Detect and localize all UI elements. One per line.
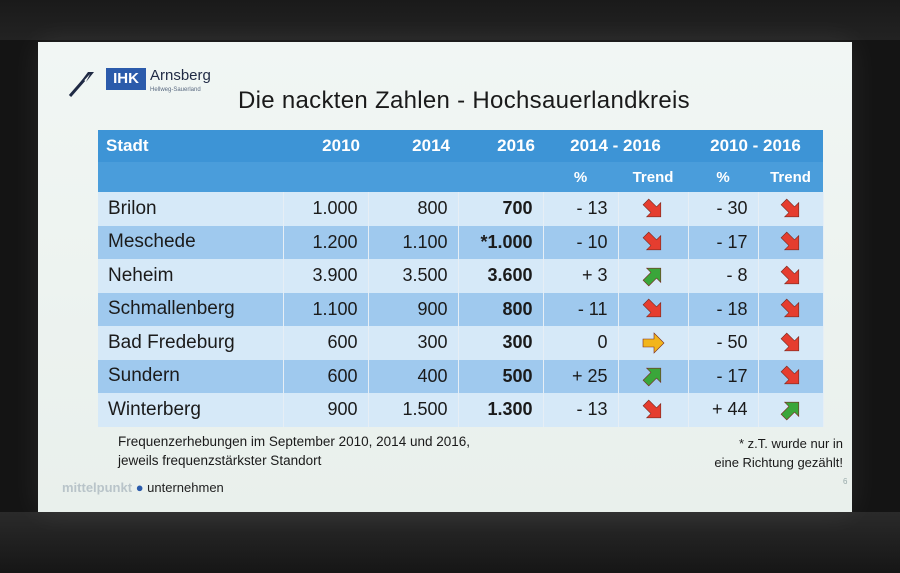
footnote-survey bbox=[118, 432, 470, 470]
cell-2014: 300 bbox=[368, 326, 458, 360]
cell-pct-2014-2016: - 10 bbox=[543, 226, 618, 260]
cell-pct-2014-2016: - 13 bbox=[543, 393, 618, 427]
subheader-empty bbox=[458, 162, 543, 192]
cell-trend-2014-2016 bbox=[618, 393, 688, 427]
cell-2016: *1.000 bbox=[458, 226, 543, 260]
cell-pct-2014-2016: - 13 bbox=[543, 192, 618, 226]
brand-faint-text: mittelpunkt bbox=[62, 480, 133, 495]
footnote-asterisk bbox=[653, 434, 843, 472]
cell-pct-2010-2016: - 50 bbox=[688, 326, 758, 360]
subheader-empty bbox=[98, 162, 283, 192]
cell-2010: 3.900 bbox=[283, 259, 368, 293]
cell-pct-2010-2016: - 30 bbox=[688, 192, 758, 226]
cell-pct-2010-2016: - 17 bbox=[688, 226, 758, 260]
header-stadt: Stadt bbox=[98, 130, 283, 162]
trend-down-arrow-icon bbox=[778, 363, 804, 389]
ihk-arrow-logo-icon bbox=[68, 68, 96, 98]
cell-trend-2010-2016 bbox=[758, 259, 823, 293]
cell-trend-2010-2016 bbox=[758, 192, 823, 226]
table-row bbox=[98, 360, 823, 394]
presentation-slide bbox=[38, 42, 852, 512]
cell-2016: 1.300 bbox=[458, 393, 543, 427]
cell-2016: 500 bbox=[458, 360, 543, 394]
cell-2010: 600 bbox=[283, 326, 368, 360]
cell-2014: 1.500 bbox=[368, 393, 458, 427]
cell-pct-2014-2016: - 11 bbox=[543, 293, 618, 327]
logo-city-text: Arnsberg bbox=[150, 67, 211, 84]
cell-trend-2014-2016 bbox=[618, 293, 688, 327]
logo-subtitle: Hellweg-Sauerland bbox=[150, 87, 201, 93]
trend-up-arrow-icon bbox=[640, 263, 666, 289]
subheader-empty bbox=[283, 162, 368, 192]
trend-flat-arrow-icon bbox=[640, 330, 666, 356]
cell-2016: 700 bbox=[458, 192, 543, 226]
header-2010: 2010 bbox=[283, 130, 368, 162]
cell-trend-2014-2016 bbox=[618, 259, 688, 293]
footnote-line: eine Richtung gezählt! bbox=[714, 455, 843, 470]
cell-2010: 900 bbox=[283, 393, 368, 427]
cell-trend-2010-2016 bbox=[758, 226, 823, 260]
cell-2014: 1.100 bbox=[368, 226, 458, 260]
room-background-bottom bbox=[0, 512, 900, 573]
footnote-line: Frequenzerhebungen im September 2010, 2014 und 2016, bbox=[118, 434, 471, 449]
subheader-pct-2: % bbox=[688, 162, 758, 192]
cell-trend-2014-2016 bbox=[618, 326, 688, 360]
table-row bbox=[98, 259, 823, 293]
brand-footer bbox=[62, 480, 224, 495]
subheader-trend-1: Trend bbox=[618, 162, 688, 192]
header-2016: 2016 bbox=[458, 130, 543, 162]
frequency-table bbox=[98, 130, 824, 427]
logo-ihk-text: IHK bbox=[106, 68, 146, 90]
slide-title: Die nackten Zahlen - Hochsauerlandkreis bbox=[238, 87, 690, 114]
brand-text: unternehmen bbox=[147, 480, 224, 495]
cell-2016: 3.600 bbox=[458, 259, 543, 293]
cell-2014: 3.500 bbox=[368, 259, 458, 293]
cell-2014: 900 bbox=[368, 293, 458, 327]
trend-down-arrow-icon bbox=[778, 196, 804, 222]
trend-down-arrow-icon bbox=[778, 229, 804, 255]
cell-trend-2014-2016 bbox=[618, 226, 688, 260]
table-subheader-row bbox=[98, 162, 823, 192]
cell-2010: 1.000 bbox=[283, 192, 368, 226]
cell-pct-2010-2016: - 17 bbox=[688, 360, 758, 394]
trend-down-arrow-icon bbox=[640, 229, 666, 255]
cell-city: Bad Fredeburg bbox=[98, 326, 283, 360]
cell-2010: 1.100 bbox=[283, 293, 368, 327]
trend-down-arrow-icon bbox=[778, 330, 804, 356]
cell-2014: 400 bbox=[368, 360, 458, 394]
cell-trend-2014-2016 bbox=[618, 192, 688, 226]
cell-pct-2014-2016: + 25 bbox=[543, 360, 618, 394]
table-row bbox=[98, 293, 823, 327]
table-row bbox=[98, 226, 823, 260]
subheader-trend-2: Trend bbox=[758, 162, 823, 192]
cell-trend-2010-2016 bbox=[758, 393, 823, 427]
table-header-row bbox=[98, 130, 823, 162]
table-row bbox=[98, 326, 823, 360]
brand-dot-icon: ● bbox=[135, 480, 144, 495]
header-2014: 2014 bbox=[368, 130, 458, 162]
cell-city: Brilon bbox=[98, 192, 283, 226]
header-range-2010-2016: 2010 - 2016 bbox=[688, 130, 823, 162]
trend-down-arrow-icon bbox=[640, 196, 666, 222]
cell-pct-2014-2016: + 3 bbox=[543, 259, 618, 293]
cell-2010: 600 bbox=[283, 360, 368, 394]
cell-pct-2010-2016: + 44 bbox=[688, 393, 758, 427]
cell-pct-2010-2016: - 8 bbox=[688, 259, 758, 293]
cell-trend-2014-2016 bbox=[618, 360, 688, 394]
footnote-line: * z.T. wurde nur in bbox=[738, 436, 843, 451]
trend-down-arrow-icon bbox=[778, 296, 804, 322]
cell-2010: 1.200 bbox=[283, 226, 368, 260]
cell-2016: 800 bbox=[458, 293, 543, 327]
cell-trend-2010-2016 bbox=[758, 360, 823, 394]
table-row bbox=[98, 192, 823, 226]
trend-up-arrow-icon bbox=[640, 363, 666, 389]
cell-city: Sundern bbox=[98, 360, 283, 394]
trend-up-arrow-icon bbox=[778, 397, 804, 423]
cell-trend-2010-2016 bbox=[758, 326, 823, 360]
cell-city: Meschede bbox=[98, 226, 283, 260]
cell-pct-2014-2016: 0 bbox=[543, 326, 618, 360]
cell-2014: 800 bbox=[368, 192, 458, 226]
cell-trend-2010-2016 bbox=[758, 293, 823, 327]
room-background-top bbox=[0, 0, 900, 40]
cell-pct-2010-2016: - 18 bbox=[688, 293, 758, 327]
ihk-logo bbox=[68, 64, 228, 104]
cell-2016: 300 bbox=[458, 326, 543, 360]
table-row bbox=[98, 393, 823, 427]
data-table-container bbox=[98, 130, 823, 430]
cell-city: Schmallenberg bbox=[98, 293, 283, 327]
trend-down-arrow-icon bbox=[778, 263, 804, 289]
subheader-empty bbox=[368, 162, 458, 192]
cell-city: Winterberg bbox=[98, 393, 283, 427]
subheader-pct-1: % bbox=[543, 162, 618, 192]
cell-city: Neheim bbox=[98, 259, 283, 293]
page-number: 6 bbox=[843, 477, 848, 486]
header-range-2014-2016: 2014 - 2016 bbox=[543, 130, 688, 162]
trend-down-arrow-icon bbox=[640, 296, 666, 322]
footnote-line: jeweils frequenzstärkster Standort bbox=[118, 453, 322, 468]
trend-down-arrow-icon bbox=[640, 397, 666, 423]
